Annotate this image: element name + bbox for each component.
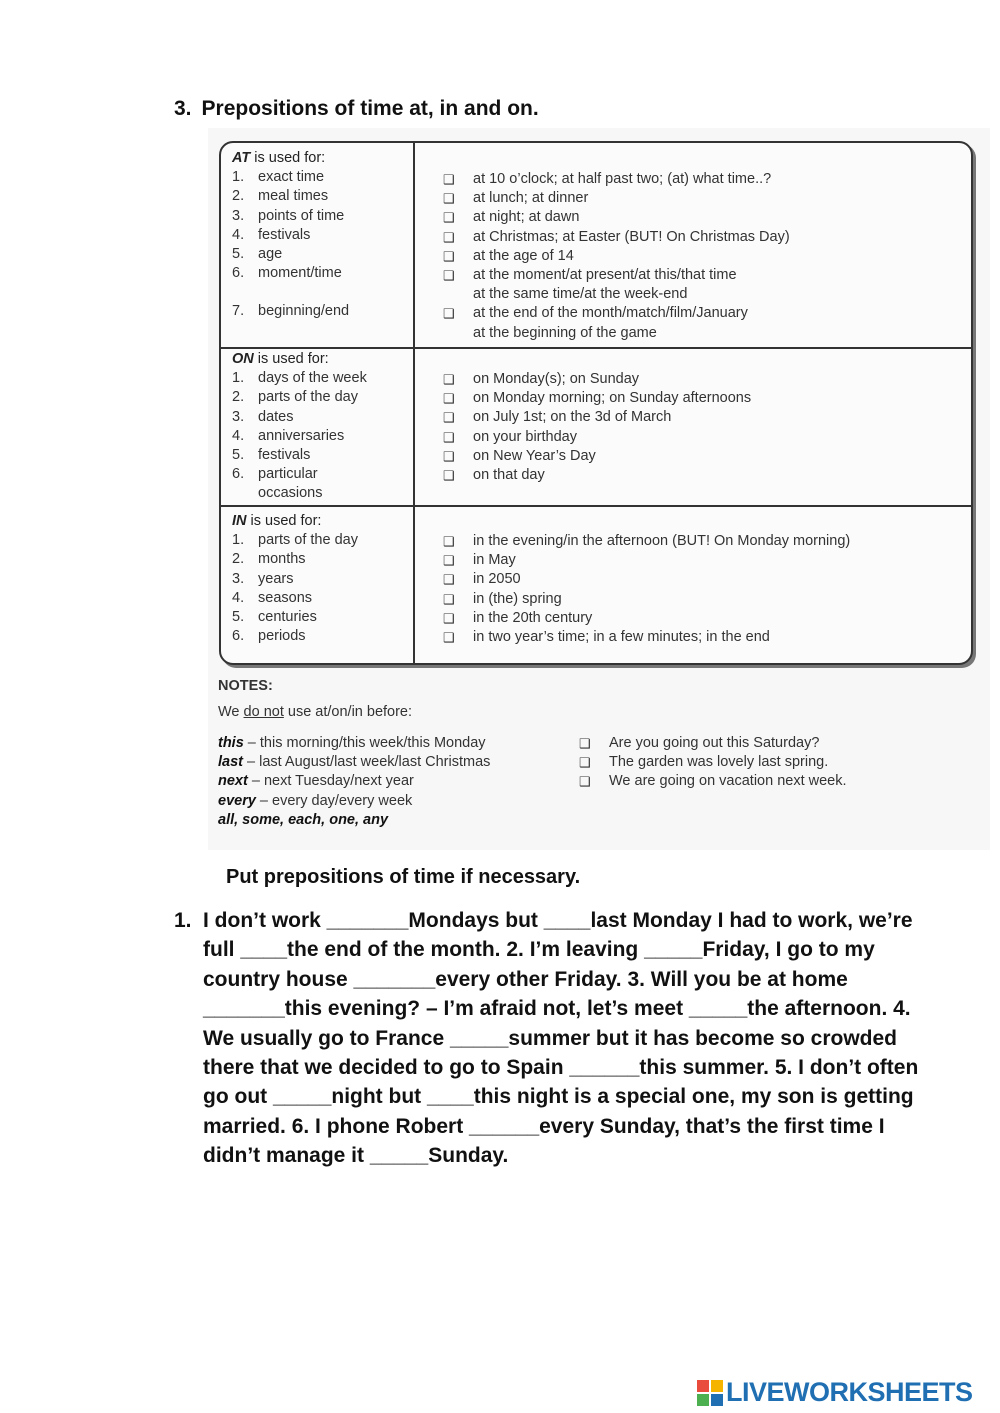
example-row: ❑ in (the) spring (443, 590, 850, 609)
brand-name: LIVEWORKSHEETS (726, 1377, 973, 1407)
use-item: 5. festivals (232, 447, 311, 464)
section-number: 3. (174, 97, 192, 120)
example-row: ❑ on that day (443, 466, 751, 485)
notes-intro: We do not use at/on/in before: (218, 704, 413, 720)
checkbox-icon: ❑ (443, 610, 455, 626)
checkbox-icon: ❑ (443, 630, 455, 646)
exercise-number: 1. (174, 909, 192, 932)
use-item: 6. particular (232, 466, 318, 483)
use-item: 1. days of the week (232, 370, 367, 387)
notes-right-list (579, 734, 847, 792)
checkbox-icon: ❑ (443, 210, 455, 226)
note-example: ❑ Are you going out this Saturday? (579, 734, 847, 753)
example-row: ❑ on Monday(s); on Sunday (443, 370, 751, 389)
in-examples (443, 532, 850, 647)
liveworksheets-logo-icon (697, 1380, 723, 1406)
checkbox-icon: ❑ (579, 774, 591, 790)
checkbox-icon: ❑ (443, 268, 455, 284)
use-item: 6. moment/time (232, 265, 342, 282)
table-divider-in (219, 505, 971, 507)
exercise-instruction: Put prepositions of time if necessary. (226, 866, 581, 888)
use-item: 3. dates (232, 408, 294, 425)
note-item: every – every day/every week (218, 792, 413, 809)
checkbox-icon: ❑ (443, 553, 455, 569)
example-row: ❑ in May (443, 551, 850, 570)
use-item: 5. age (232, 246, 283, 263)
note-item: all, some, each, one, any (218, 811, 389, 828)
notes (218, 678, 412, 720)
use-item: 7. beginning/end (232, 303, 350, 320)
example-row: ❑ on your birthday (443, 428, 751, 447)
checkbox-icon: ❑ (579, 736, 591, 751)
checkbox-icon: ❑ (443, 229, 455, 245)
checkbox-icon: ❑ (443, 172, 455, 187)
note-item: this – this morning/this week/this Monday (218, 735, 486, 751)
exercise-body: I don’t work _______Mondays but ____last Monday I had to work, we’re full ____the end of the month. 2. I’m leaving _____Friday, I go to my country house _______every other Friday. 3. Will you be at home _______this evening? – I’m afraid not, let’s meet _____the afternoon. 4. We usually go to France _____summer but it has become so crowded there that we decided to go to Spain ______this summer. 5. I don’t often go out _____night but ____this night is a special one, my son is getting married. 6. I phone Robert ______every Sunday, that’s the first time I didn’t manage it _____Sunday. (203, 909, 919, 1168)
example-continuation: at the beginning of the game (473, 324, 657, 341)
use-item: 5. centuries (232, 609, 317, 626)
at-examples (443, 170, 790, 343)
example-row: ❑ in the 20th century (443, 609, 850, 628)
use-item: 4. seasons (232, 589, 313, 606)
example-continuation: at the same time/at the week-end (473, 286, 688, 303)
table-divider-on (219, 347, 971, 349)
example-row: ❑ at night; at dawn (443, 208, 790, 227)
example-row: ❑ at lunch; at dinner (443, 189, 790, 208)
in-uses (232, 512, 358, 646)
in-title: IN is used for: (232, 513, 322, 529)
use-item: 1. exact time (232, 169, 325, 186)
use-item: 3. points of time (232, 207, 345, 224)
example-row: ❑ at the moment/at present/at this/that time (443, 266, 790, 285)
note-example: ❑ The garden was lovely last spring. (579, 753, 847, 772)
use-item: 4. festivals (232, 226, 311, 243)
checkbox-icon: ❑ (443, 534, 455, 549)
example-row: ❑ at Christmas; at Easter (BUT! On Christmas Day) (443, 228, 790, 247)
example-row: ❑ on New Year’s Day (443, 447, 751, 466)
at-title: AT is used for: (232, 150, 326, 166)
note-example: ❑ We are going on vacation next week. (579, 772, 847, 791)
use-item: 2. meal times (232, 188, 329, 205)
example-row: ❑ at 10 o’clock; at half past two; (at) what time..? (443, 170, 790, 189)
notes-left-list (218, 734, 490, 830)
use-item: 4. anniversaries (232, 427, 345, 444)
use-item: 3. years (232, 570, 294, 587)
example-row: ❑ on Monday morning; on Sunday afternoons (443, 389, 751, 408)
use-item: 2. months (232, 551, 306, 568)
use-item: 1. parts of the day (232, 532, 358, 549)
note-item: last – last August/last week/last Christmas (218, 754, 491, 771)
example-row: ❑ in two year’s time; in a few minutes; in the end (443, 628, 850, 647)
at-uses (232, 149, 349, 322)
checkbox-icon: ❑ (443, 429, 455, 445)
checkbox-icon: ❑ (443, 591, 455, 607)
exercise-text (174, 906, 934, 1171)
on-examples (443, 370, 751, 485)
use-item: occasions (258, 485, 323, 502)
checkbox-icon: ❑ (443, 248, 455, 264)
liveworksheets-logo (697, 1377, 973, 1408)
notes-title: NOTES: (218, 678, 273, 694)
checkbox-icon: ❑ (443, 448, 455, 464)
checkbox-icon: ❑ (443, 572, 455, 588)
section-heading (174, 97, 539, 121)
checkbox-icon: ❑ (443, 391, 455, 407)
example-row: ❑ at the age of 14 (443, 247, 790, 266)
on-title: ON is used for: (232, 351, 329, 367)
checkbox-icon: ❑ (443, 410, 455, 426)
checkbox-icon: ❑ (443, 372, 455, 387)
on-uses (232, 350, 367, 504)
use-item: 2. parts of the day (232, 389, 358, 406)
checkbox-icon: ❑ (579, 755, 591, 771)
example-row: ❑ at the end of the month/match/film/January (443, 304, 790, 323)
example-row: ❑ in the evening/in the afternoon (BUT! On Monday morning) (443, 532, 850, 551)
note-item: next – next Tuesday/next year (218, 773, 414, 790)
table-divider-vertical (413, 141, 415, 663)
section-title: Prepositions of time at, in and on. (201, 97, 539, 120)
checkbox-icon: ❑ (443, 468, 455, 484)
example-row: ❑ in 2050 (443, 570, 850, 589)
use-item: 6. periods (232, 628, 306, 645)
checkbox-icon: ❑ (443, 191, 455, 207)
example-row: ❑ on July 1st; on the 3d of March (443, 408, 751, 427)
checkbox-icon: ❑ (443, 306, 455, 322)
